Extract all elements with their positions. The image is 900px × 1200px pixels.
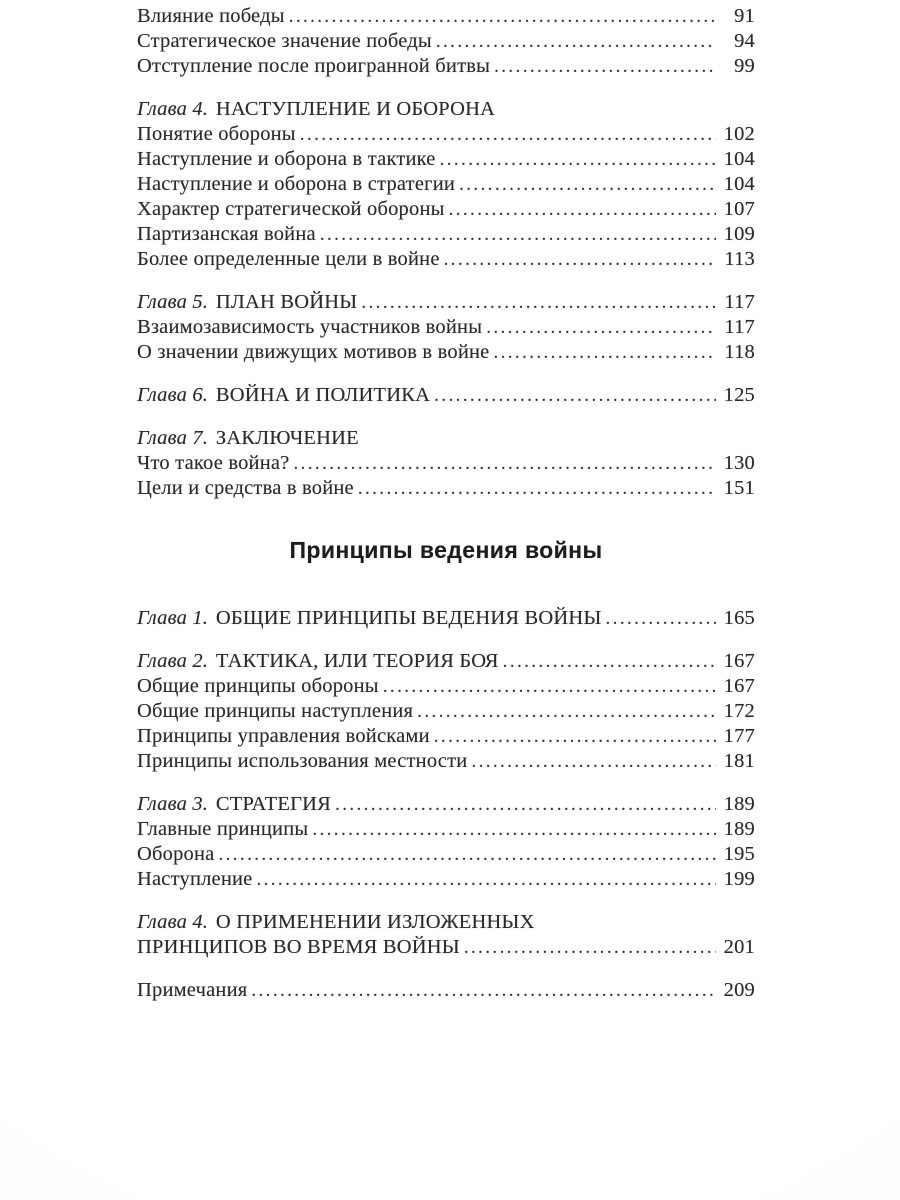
toc-entry xyxy=(137,792,755,817)
toc-entry xyxy=(137,97,755,122)
toc-entry-label: Примечания xyxy=(137,979,248,1001)
toc-entry xyxy=(137,817,755,842)
leader-dots xyxy=(493,340,716,365)
leader-dots xyxy=(449,197,716,222)
leader-dots xyxy=(486,315,716,340)
toc-entry-page: 104 xyxy=(723,173,755,195)
leader-dots xyxy=(289,4,716,29)
leader-dots xyxy=(417,699,716,724)
leader-dots xyxy=(383,674,716,699)
leader-dots xyxy=(300,122,716,147)
toc-entry xyxy=(137,649,755,674)
leader-dots xyxy=(358,476,716,501)
chapter-prefix: Глава 5. xyxy=(137,291,209,313)
toc-entry xyxy=(137,172,755,197)
toc-entry xyxy=(137,978,755,1003)
toc-entry-page: 181 xyxy=(723,750,755,772)
toc-entry xyxy=(137,674,755,699)
leader-dots xyxy=(218,842,716,867)
leader-dots xyxy=(436,29,716,54)
toc-entry xyxy=(137,451,755,476)
toc-entry-label: Общие принципы обороны xyxy=(137,675,379,697)
toc-entry-label: Общие принципы наступления xyxy=(137,700,414,722)
leader-dots xyxy=(440,147,716,172)
toc-group xyxy=(137,4,755,79)
toc-entry-page: 107 xyxy=(723,198,755,220)
toc-entry-label: Что такое война? xyxy=(137,452,290,474)
leader-dots xyxy=(459,172,716,197)
section-heading: Принципы ведения войны xyxy=(289,537,603,563)
toc-entry xyxy=(137,867,755,892)
toc-entry-label: СТРАТЕГИЯ xyxy=(215,793,332,815)
toc-entry-label: Стратегическое значение победы xyxy=(137,30,432,52)
toc-entry-label: ПРИНЦИПОВ ВО ВРЕМЯ ВОЙНЫ xyxy=(137,936,460,958)
toc-entry xyxy=(137,290,755,315)
chapter-prefix: Глава 2. xyxy=(137,650,209,672)
toc-entry-label: О ПРИМЕНЕНИИ ИЗЛОЖЕННЫХ xyxy=(215,911,535,933)
toc-group xyxy=(137,910,755,960)
toc-entry xyxy=(137,147,755,172)
toc-entry xyxy=(137,29,755,54)
toc-entry-label: О значении движущих мотивов в войне xyxy=(137,341,490,363)
toc-group xyxy=(137,383,755,408)
toc-entry-page: 117 xyxy=(724,316,755,338)
toc-entry-label: Оборона xyxy=(137,843,215,865)
chapter-prefix: Глава 3. xyxy=(137,793,209,815)
toc-entry xyxy=(137,4,755,29)
toc-entry-page: 113 xyxy=(724,248,755,270)
toc-entry xyxy=(137,699,755,724)
toc-entry xyxy=(137,426,755,451)
leader-dots xyxy=(606,606,716,631)
toc-entry-page: 94 xyxy=(734,30,755,52)
toc-group xyxy=(137,649,755,774)
toc-entry-page: 117 xyxy=(724,291,755,313)
toc-entry-label: ТАКТИКА, ИЛИ ТЕОРИЯ БОЯ xyxy=(215,650,499,672)
leader-dots xyxy=(361,290,716,315)
toc-entry-label: Более определенные цели в войне xyxy=(137,248,440,270)
leader-dots xyxy=(464,935,716,960)
toc-entry-label: ПЛАН ВОЙНЫ xyxy=(215,291,358,313)
leader-dots xyxy=(434,724,716,749)
toc-entry-label: Принципы управления войсками xyxy=(137,725,430,747)
toc-entry-page: 130 xyxy=(723,452,755,474)
toc-entry xyxy=(137,842,755,867)
leader-dots xyxy=(335,792,716,817)
toc-entry xyxy=(137,476,755,501)
toc-entry xyxy=(137,606,755,631)
leader-dots xyxy=(251,978,716,1003)
toc-entry xyxy=(137,340,755,365)
toc-entry xyxy=(137,122,755,147)
toc-group xyxy=(137,978,755,1003)
toc-entry xyxy=(137,315,755,340)
leader-dots xyxy=(320,222,716,247)
toc-entry-page: 151 xyxy=(723,477,755,499)
toc-entry-page: 167 xyxy=(723,650,755,672)
toc-entry xyxy=(137,749,755,774)
leader-dots xyxy=(293,451,716,476)
toc-entry-page: 189 xyxy=(723,793,755,815)
toc-entry-page: 195 xyxy=(723,843,755,865)
toc-group xyxy=(137,426,755,501)
toc-entry-label: Принципы использования местности xyxy=(137,750,468,772)
chapter-prefix: Глава 4. xyxy=(137,911,209,933)
chapter-prefix: Глава 7. xyxy=(137,427,209,449)
toc-entry-page: 189 xyxy=(723,818,755,840)
toc-entry xyxy=(137,54,755,79)
toc-entry-page: 102 xyxy=(723,123,755,145)
toc-entry-label: Наступление xyxy=(137,868,253,890)
toc-entry xyxy=(137,222,755,247)
toc-entry-label: НАСТУПЛЕНИЕ И ОБОРОНА xyxy=(215,98,496,120)
toc-entry-label: Понятие обороны xyxy=(137,123,296,145)
toc-entry-label: Наступление и оборона в стратегии xyxy=(137,173,456,195)
toc-group xyxy=(137,290,755,365)
toc-entry-page: 99 xyxy=(734,55,755,77)
toc-entry-label: Главные принципы xyxy=(137,818,309,840)
toc-entry-page: 167 xyxy=(723,675,755,697)
chapter-prefix: Глава 4. xyxy=(137,98,209,120)
toc-part-1 xyxy=(137,4,755,501)
toc-entry-page: 165 xyxy=(723,607,755,629)
toc-group xyxy=(137,606,755,631)
toc-entry-page: 109 xyxy=(723,223,755,245)
chapter-prefix: Глава 1. xyxy=(137,607,209,629)
chapter-prefix: Глава 6. xyxy=(137,384,209,406)
toc-entry-label: Наступление и оборона в тактике xyxy=(137,148,436,170)
toc-group xyxy=(137,97,755,272)
leader-dots xyxy=(312,817,716,842)
toc-entry-label: ОБЩИЕ ПРИНЦИПЫ ВЕДЕНИЯ ВОЙНЫ xyxy=(215,607,602,629)
leader-dots xyxy=(471,749,716,774)
leader-dots xyxy=(434,383,716,408)
leader-dots xyxy=(494,54,716,79)
toc-entry-label: Влияние победы xyxy=(137,5,285,27)
toc-entry-page: 199 xyxy=(723,868,755,890)
toc-entry-label: Партизанская война xyxy=(137,223,316,245)
toc-part-2 xyxy=(137,606,755,1003)
toc-entry-label: Отступление после проигранной битвы xyxy=(137,55,491,77)
toc-entry-label: ВОЙНА И ПОЛИТИКА xyxy=(215,384,431,406)
leader-dots xyxy=(444,247,716,272)
toc-entry xyxy=(137,383,755,408)
toc-entry-page: 172 xyxy=(723,700,755,722)
toc-entry-page: 118 xyxy=(724,341,755,363)
toc-entry xyxy=(137,724,755,749)
toc-entry-label: Цели и средства в войне xyxy=(137,477,354,499)
toc-entry-page: 209 xyxy=(723,979,755,1001)
toc-entry-page: 104 xyxy=(723,148,755,170)
leader-dots xyxy=(503,649,716,674)
table-of-contents xyxy=(137,4,755,1021)
toc-entry-page: 201 xyxy=(723,936,755,958)
toc-entry xyxy=(137,935,755,960)
toc-entry-page: 91 xyxy=(734,5,755,27)
toc-entry xyxy=(137,247,755,272)
leader-dots xyxy=(256,867,716,892)
toc-group xyxy=(137,792,755,892)
toc-entry-label: Характер стратегической обороны xyxy=(137,198,445,220)
toc-entry-label: ЗАКЛЮЧЕНИЕ xyxy=(215,427,359,449)
toc-entry-page: 177 xyxy=(723,725,755,747)
toc-entry xyxy=(137,910,755,935)
toc-entry xyxy=(137,197,755,222)
toc-entry-page: 125 xyxy=(723,384,755,406)
toc-entry-label: Взаимозависимость участников войны xyxy=(137,316,483,338)
